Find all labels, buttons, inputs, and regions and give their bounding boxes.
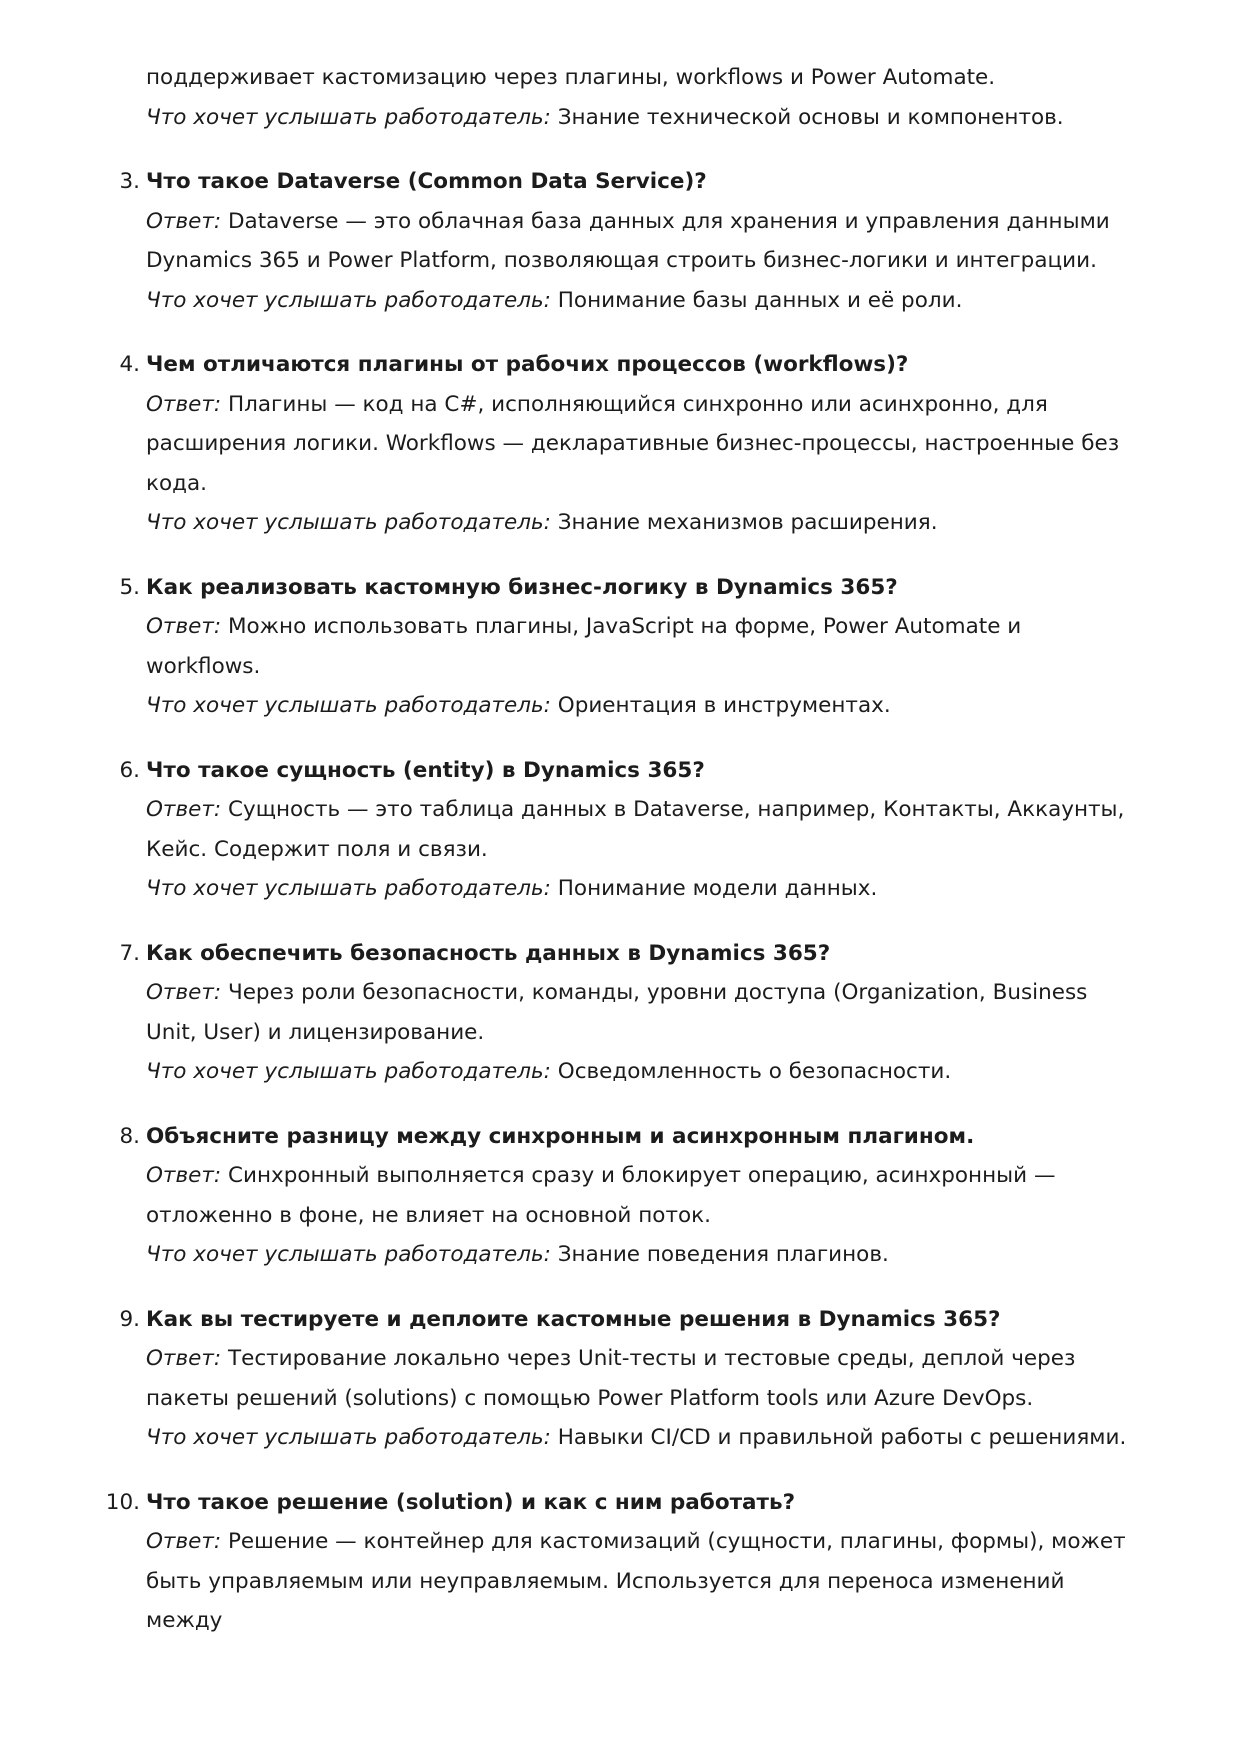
- answer-label: Ответ:: [146, 208, 222, 234]
- question-item: [119, 934, 1139, 1092]
- question-number: 7.: [119, 940, 140, 966]
- answer-paragraph: [146, 202, 1139, 281]
- question-title: Что такое решение (solution) и как с ним работать?: [146, 1489, 796, 1515]
- answer-paragraph: [146, 973, 1139, 1052]
- employer-label: Что хочет услышать работодатель:: [146, 1059, 551, 1084]
- answer-paragraph: [146, 1339, 1139, 1418]
- answer-paragraph: [146, 1156, 1139, 1235]
- employer-label: Что хочет услышать работодатель:: [146, 693, 551, 718]
- answer-label: Ответ:: [146, 1346, 222, 1371]
- question-title: Как вы тестируете и деплоите кастомные решения в Dynamics 365?: [146, 1306, 1001, 1332]
- answer-label: Ответ:: [146, 980, 222, 1005]
- question-item: [105, 1483, 1139, 1641]
- question-item: [119, 1300, 1139, 1458]
- question-list: [105, 162, 1139, 1641]
- answer-label: Ответ:: [146, 1163, 222, 1188]
- answer-text: Можно использовать плагины, JavaScript на форме, Power Automate и workflows.: [146, 614, 1022, 679]
- question-title: Как обеспечить безопасность данных в Dynamics 365?: [146, 940, 831, 966]
- question-number: 9.: [119, 1306, 140, 1332]
- answer-label: Ответ:: [146, 1529, 222, 1554]
- question-number: 6.: [119, 757, 140, 783]
- answer-paragraph: [146, 790, 1139, 869]
- employer-label: Что хочет услышать работодатель:: [146, 287, 551, 313]
- employer-expectation-text: Знание поведения плагинов.: [557, 1242, 889, 1267]
- employer-expectation-text: Осведомленность о безопасности.: [557, 1059, 952, 1084]
- question-title: Как реализовать кастомную бизнес-логику в Dynamics 365?: [146, 574, 898, 600]
- employer-expectation-text: Понимание базы данных и её роли.: [557, 287, 963, 313]
- employer-expectation: [146, 1235, 1139, 1275]
- question-title: Чем отличаются плагины от рабочих процессов (workflows)?: [146, 352, 909, 377]
- question-item: [119, 751, 1139, 909]
- question-number: 4.: [119, 352, 140, 377]
- question-number: 10.: [105, 1489, 140, 1515]
- answer-text: Тестирование локально через Unit-тесты и тестовые среды, деплой через пакеты решений (solutions) с помощью Power Platform tools или Azure DevOps.: [146, 1346, 1076, 1411]
- question-item: [119, 568, 1139, 726]
- question-number: 5.: [119, 574, 140, 600]
- intro-expectation: [146, 98, 1139, 138]
- employer-expectation: [146, 281, 1139, 321]
- employer-label: Что хочет услышать работодатель:: [146, 510, 551, 535]
- answer-text: Через роли безопасности, команды, уровни доступа (Organization, Business Unit, User) и лицензирование.: [146, 980, 1088, 1045]
- answer-text: Dataverse — это облачная база данных для хранения и управления данными Dynamics 365 и Power Platform, позволяющая строить бизнес-логики и интеграции.: [146, 208, 1110, 273]
- answer-paragraph: [146, 385, 1139, 504]
- employer-expectation-text: Знание механизмов расширения.: [557, 510, 938, 535]
- question-item: [119, 1117, 1139, 1275]
- answer-text: Сущность — это таблица данных в Dataverse, например, Контакты, Аккаунты, Кейс. Содержит поля и связи.: [146, 797, 1125, 862]
- question-item: [119, 162, 1139, 320]
- employer-expectation-text: Понимание модели данных.: [557, 876, 878, 901]
- question-number: 3.: [119, 169, 140, 194]
- employer-expectation-text: Ориентация в инструментах.: [557, 693, 891, 718]
- question-title: Объясните разницу между синхронным и асинхронным плагином.: [146, 1123, 975, 1149]
- employer-expectation: [146, 503, 1139, 543]
- employer-label: Что хочет услышать работодатель:: [146, 1242, 551, 1267]
- answer-label: Ответ:: [146, 797, 222, 822]
- employer-label: Что хочет услышать работодатель:: [146, 876, 551, 901]
- question-item: [119, 345, 1139, 543]
- answer-text: Плагины — код на C#, исполняющийся синхронно или асинхронно, для расширения логики. Workflows — декларативные бизнес-процессы, настроенные без кода.: [146, 391, 1120, 496]
- employer-label: Что хочет услышать работодатель:: [146, 104, 551, 130]
- employer-expectation: [146, 1052, 1139, 1092]
- intro-answer-tail: поддерживает кастомизацию через плагины, workflows и Power Automate.: [146, 65, 996, 90]
- intro-expectation-text: Знание технической основы и компонентов.: [557, 104, 1064, 130]
- employer-expectation: [146, 1418, 1139, 1458]
- employer-expectation-text: Навыки CI/CD и правильной работы с решениями.: [557, 1425, 1127, 1450]
- employer-expectation: [146, 869, 1139, 909]
- employer-label: Что хочет услышать работодатель:: [146, 1425, 551, 1450]
- answer-paragraph: [146, 607, 1139, 686]
- question-title: Что такое сущность (entity) в Dynamics 365?: [146, 757, 705, 783]
- answer-paragraph: [146, 1522, 1139, 1641]
- answer-text: Синхронный выполняется сразу и блокирует операцию, асинхронный — отложенно в фоне, не влияет на основной поток.: [146, 1163, 1056, 1228]
- intro-continuation: [146, 58, 1139, 137]
- answer-text: Решение — контейнер для кастомизаций (сущности, плагины, формы), может быть управляемым или неуправляемым. Используется для переноса изменений между: [146, 1529, 1126, 1633]
- question-title: Что такое Dataverse (Common Data Service)?: [146, 169, 707, 194]
- employer-expectation: [146, 686, 1139, 726]
- answer-label: Ответ:: [146, 614, 222, 639]
- answer-label: Ответ:: [146, 391, 222, 417]
- question-number: 8.: [119, 1123, 140, 1149]
